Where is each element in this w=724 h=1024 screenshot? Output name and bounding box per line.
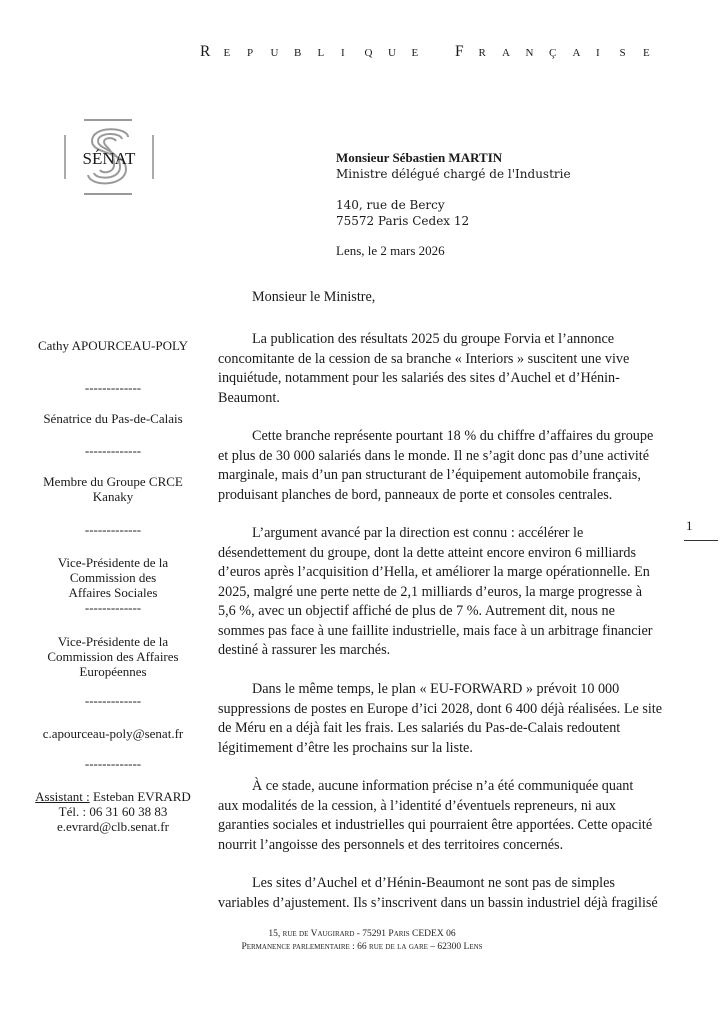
recipient-address [336,197,469,229]
paragraph-line: variables d’ajustement. Ils s’inscrivent dans un bassin industriel déjà fragilisé [218,894,658,911]
header-letter: l [317,43,325,60]
paragraph-line: Beaumont. [218,389,280,406]
header-letter: r [478,43,486,60]
letter-date: Lens, le 2 mars 2026 [336,243,445,258]
header-letter: q [364,43,373,60]
separator: ------------- [84,600,142,615]
paragraph-line: Dans le même temps, le plan « EU-FORWARD » prévoit 10 000 [252,681,620,697]
republique-francaise-header [200,43,660,61]
assistant-line [12,789,214,804]
senator-role: Sénatrice du Pas-de-Calais [43,411,183,426]
separator: ------------- [84,443,142,458]
commission-social-line-2: Commission des [69,570,157,585]
paragraph-line: et plus de 30 000 salariés dans le monde. Il ne s’agit donc pas d’une activité [218,447,650,464]
letter-paragraph [218,427,714,505]
commission-european [12,634,214,679]
paragraph-line: inquiétude, notamment pour les salariés des sites d’Auchel et d’Hénin- [218,370,620,386]
header-letter: p [247,43,254,60]
commission-social-line-1: Vice-Présidente de la [57,555,169,570]
paragraph-line: d’euros après l’acquisition d’Hella, et améliorer la marge opérationnelle. En [218,564,650,580]
paragraph-line: À ce stade, aucune information précise n’a été communiquée quant [252,778,634,794]
senator-email[interactable]: c.apourceau-poly@senat.fr [42,726,184,741]
recipient-block [336,150,571,182]
header-letter: i [596,43,600,60]
header-letter: s [619,43,626,60]
paragraph-line: Cette branche représente pourtant 18 % du chiffre d’affaires du groupe [252,428,654,444]
address-line-2: 75572 Paris Cedex 12 [336,214,470,228]
assistant-name: Esteban EVRARD [89,789,191,804]
header-letter: i [341,43,345,60]
paragraph-line: garanties sociales et industrielles qui pourraient être apportées. Cette opacité [218,817,653,833]
paragraph-line: 2025, malgré une perte nette de 2,1 milliards d’euros, la marge progresse à [218,583,643,600]
paragraph-line: sommes pas face à une faillite industrielle, mais face à un arbitrage financier [218,622,653,639]
header-letters [200,43,667,60]
letter-paragraph [218,680,714,758]
commission-social-line-3: Affaires Sociales [68,585,158,600]
paragraph-line: La publication des résultats 2025 du groupe Forvia et l’annonce [252,331,615,347]
address-line-1: 140, rue de Bercy [336,198,445,212]
paragraph-line: Les sites d’Auchel et d’Hénin-Beaumont ne sont pas de simples [252,875,615,891]
paragraph-line: nourrit l’angoisse des personnels et des territoires concernés. [218,836,564,853]
commission-european-line-2: Commission des Affaires [47,649,179,664]
header-letter: u [388,43,396,60]
paragraph-line: produisant planches de bord, panneaux de porte et consoles centrales. [218,486,613,503]
header-letter: b [294,43,302,60]
salutation: Monsieur le Ministre, [252,289,376,305]
recipient-name: Monsieur Sébastien MARTIN [336,150,503,165]
paragraph-line: aux modalités de la cession, à l’identité d’éventuels repreneurs, ni aux [218,797,616,814]
header-letter: u [270,43,279,60]
letter-paragraph [218,524,714,661]
senat-logo-text: SÉNAT [82,149,136,168]
assistant-phone: Tél. : 06 31 60 38 83 [58,804,168,819]
senat-logo-icon [62,117,156,197]
footer-address: 15, rue de Vaugirard - 75291 Paris CEDEX 06 [268,929,456,939]
paragraph-line: suppressions de postes en Europe d’ici 2028, dont 6 400 déjà réalisées. Le site [218,700,663,717]
header-letter: F [455,43,464,60]
letter-paragraph [218,874,714,913]
senat-logo [62,117,156,197]
separator: ------------- [84,693,142,708]
assistant-block [12,789,214,834]
header-letter: ç [549,43,557,60]
page-number: 1 [686,518,693,533]
header-letter: R [200,43,211,60]
senator-name: Cathy APOURCEAU-POLY [37,338,188,353]
footer-permanence: Permanence parlementaire : 66 rue de la gare – 62300 Lens [241,942,483,952]
paragraph-line: 5,6 %, avec un objectif affiché de plus de 7 %. Autrement dit, nous ne [218,603,615,619]
assistant-email[interactable]: e.evrard@clb.senat.fr [57,819,169,834]
commission-european-line-3: Européennes [79,664,147,679]
header-letter: n [525,43,534,60]
separator: ------------- [84,522,142,537]
header-letter: e [223,43,231,60]
paragraph-line: destiné à rassurer les marchés. [218,642,391,658]
paragraph-line: de Méru en a déjà fait les frais. Les salariés du Pas-de-Calais redoutent [218,720,621,736]
commission-social [12,555,214,600]
commission-european-line-1: Vice-Présidente de la [57,634,169,649]
separator: ------------- [84,380,142,395]
paragraph-line: marginale, mais d’un pan structurant de l’équipement automobile français, [218,467,641,483]
page-number-rule [684,540,718,541]
letter-paragraph [218,330,714,408]
recipient-title: Ministre délégué chargé de l'Industrie [336,167,571,181]
header-letter: a [572,43,581,60]
paragraph-line: désendettement du groupe, dont la dette atteint encore environ 6 milliards [218,544,637,561]
header-letter: a [502,43,510,60]
assistant-label: Assistant : [35,789,90,804]
group-line-1: Membre du Groupe CRCE [43,474,183,489]
group-membership [12,474,214,504]
letter-paragraph [218,777,714,855]
group-line-2: Kanaky [92,489,134,504]
header-letter: e [411,43,419,60]
paragraph-line: légitimement d’être les prochains sur la liste. [218,739,473,756]
header-letter: e [643,43,650,60]
paragraph-line: L’argument avancé par la direction est connu : accélérer le [252,525,584,541]
separator: ------------- [84,756,142,771]
paragraph-line: concomitante de la cession de sa branche « Interiors » suscitent une vive [218,350,630,367]
